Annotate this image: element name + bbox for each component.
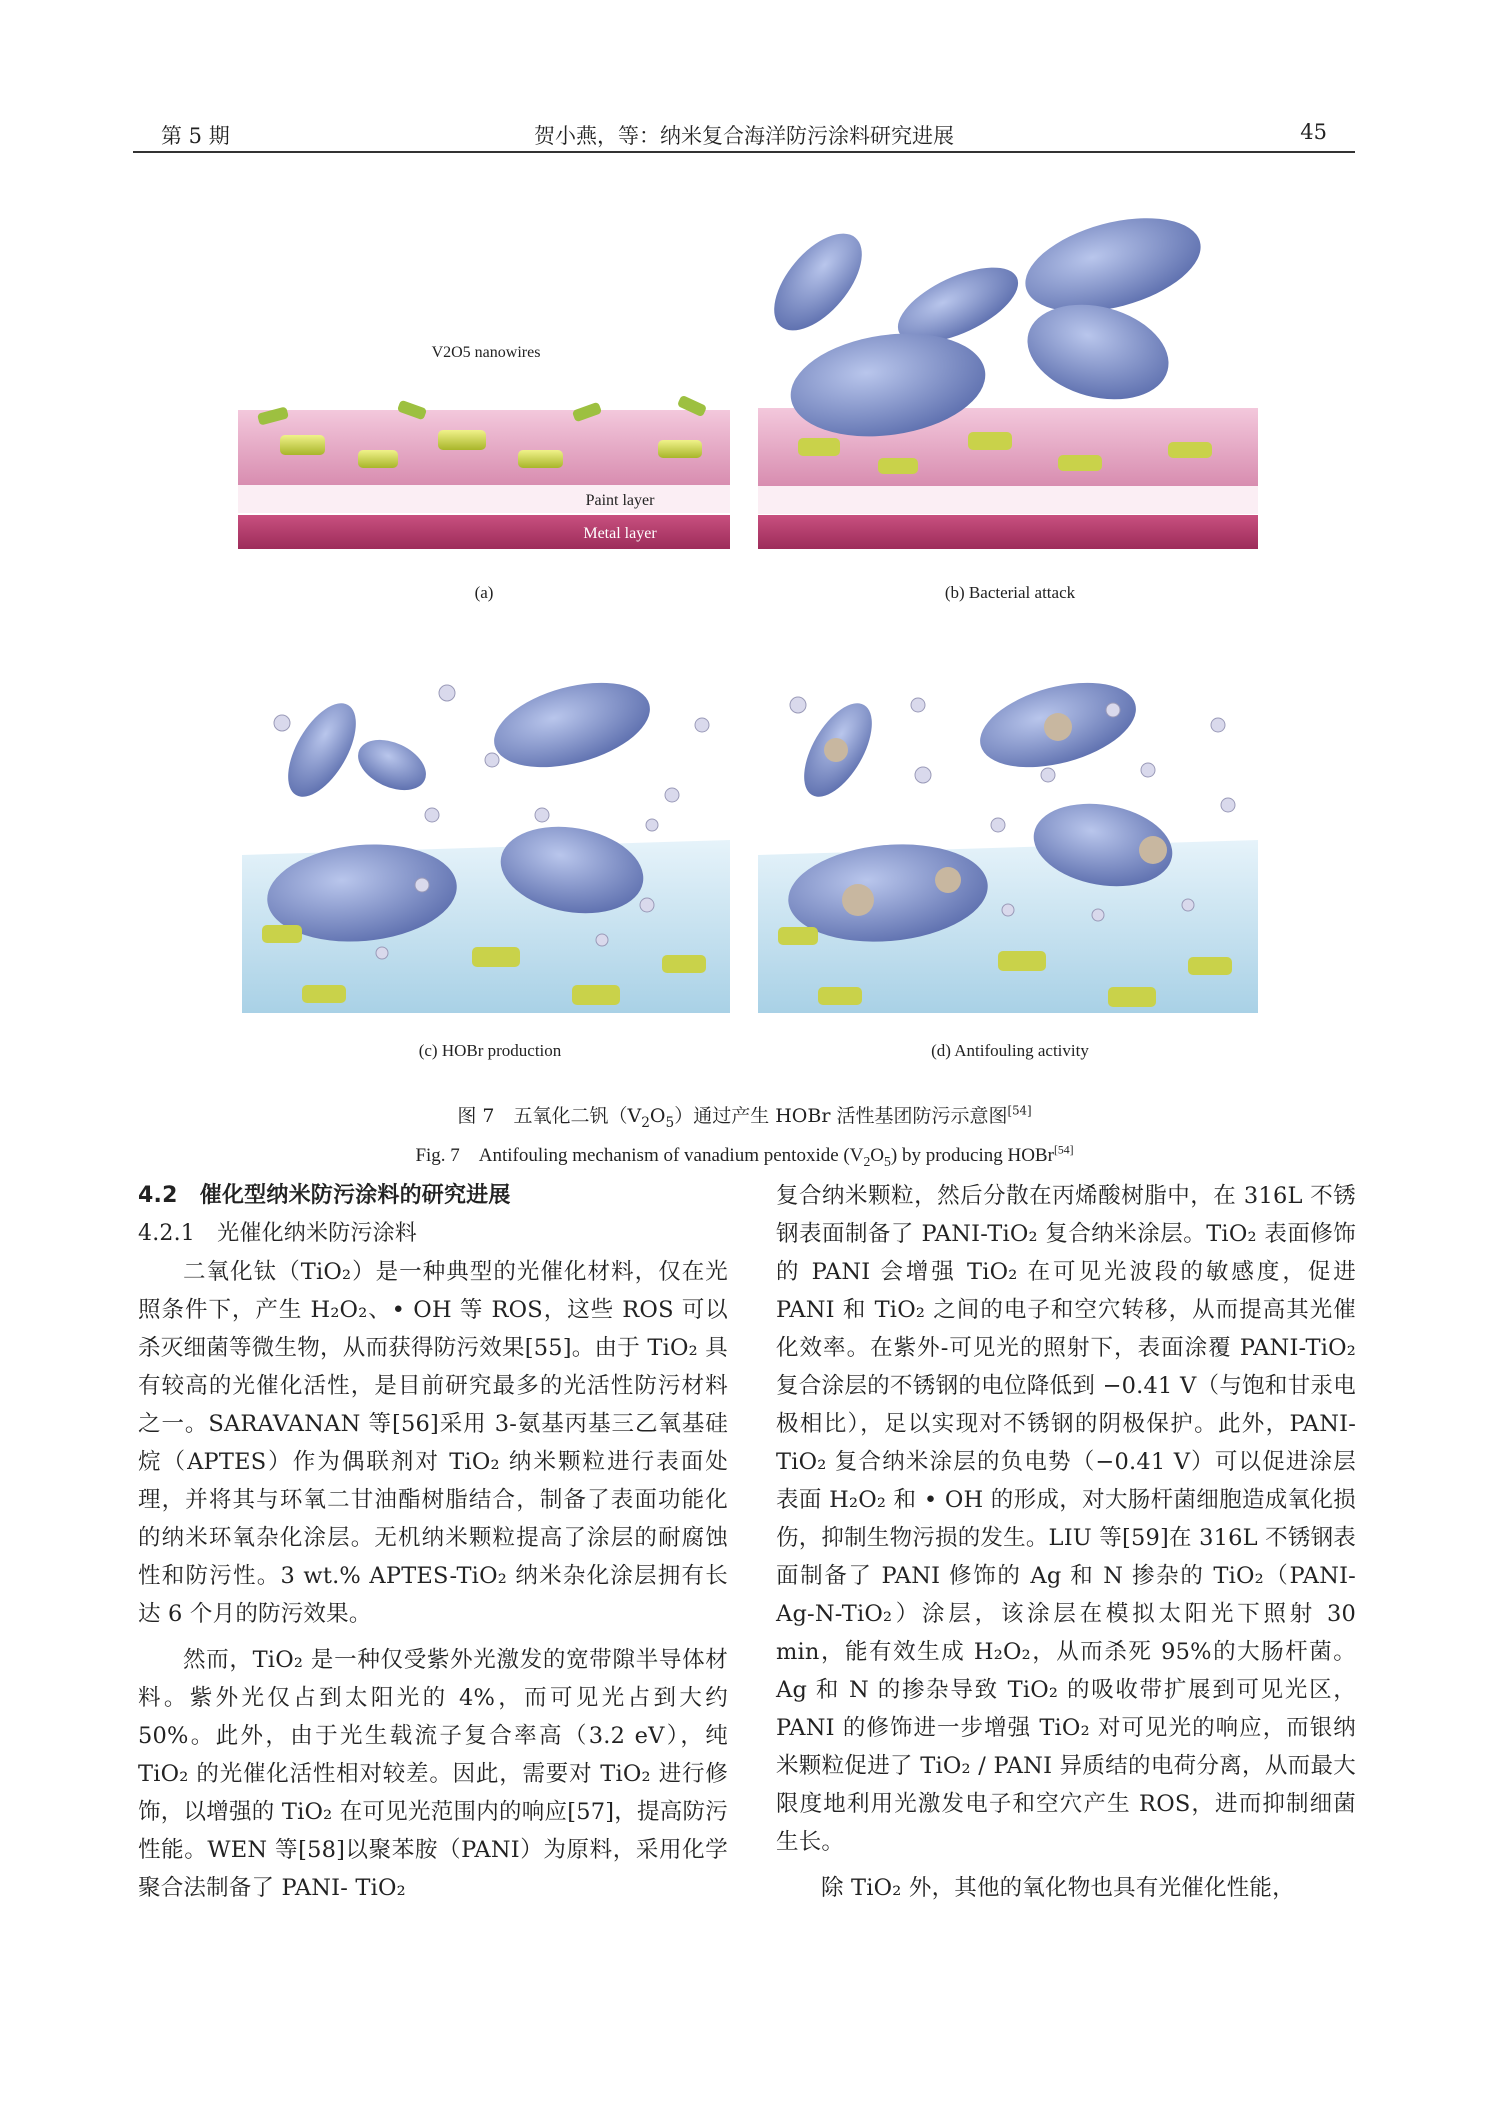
left-column <box>138 1177 728 1907</box>
panel-a-caption: (a) <box>474 583 494 602</box>
panel-d-caption: (d) Antifouling activity <box>931 1041 1089 1060</box>
running-header <box>133 118 1355 148</box>
right-column <box>776 1177 1356 1907</box>
figure-caption-cn: 图 7 五氧化二钒$(V_2O_5)$通过产生 HOBr 活性基团防污示意图[54] <box>457 1103 1032 1131</box>
panel-d-illustration <box>758 665 1258 1013</box>
panel-b-illustration <box>758 210 1258 555</box>
figure-panel-d <box>758 665 1258 1013</box>
figure-caption-en: Fig. 7 Antifouling mechanism of vanadium pentoxide $(V_2O_5)$ by producing HOBr[54] <box>415 1143 1074 1169</box>
panel-b-caption: (b) Bacterial attack <box>944 583 1076 602</box>
panel-a-illustration <box>238 300 730 555</box>
page-number: 45 <box>1300 120 1327 144</box>
label-paint-layer: Paint layer <box>585 492 655 509</box>
body-paragraph: 二氧化钛（TiO₂）是一种典型的光催化材料，仅在光照条件下，产生 H₂O₂、• OH 等 ROS，这些 ROS 可以杀灭细菌等微生物，从而获得防污效果[55]。由于 TiO₂ 具有较高的光催化活性，是目前研究最多的光活性防污材料之一。SARAVANAN 等[56]采用 3-氨基丙基三乙氧基硅烷（APTES）作为偶联剂对 TiO₂ 纳米颗粒进行表面处理，并将其与环氧二甘油酯树脂结合，制备了表面功能化的纳米环氧杂化涂层。无机纳米颗粒提高了涂层的耐腐蚀性和防污性。3 wt.% APTES-TiO₂ 纳米杂化涂层拥有长达 6 个月的防污效果。 <box>138 1259 728 1627</box>
body-paragraph: 然而，TiO₂ 是一种仅受紫外光激发的宽带隙半导体材料。紫外光仅占到太阳光的 4%，而可见光占到大约 50%。此外，由于光生载流子复合率高（3.2 eV），纯 TiO₂ 的光催化活性相对较差。因此，需要对 TiO₂ 进行修饰，以增强的 TiO₂ 在可见光范围内的响应[57]，提高防污性能。WEN 等[58]以聚苯胺（PANI）为原料，采用化学聚合法制备了 PANI- TiO₂ <box>138 1647 728 1901</box>
running-title: 贺小燕，等：纳米复合海洋防污涂料研究进展 <box>534 124 954 148</box>
issue-number: 第 5 期 <box>161 124 230 148</box>
figure-panel-c <box>242 665 730 1013</box>
caption-reference: [54] <box>1007 1103 1032 1118</box>
label-nanowires: V2O5 nanowires <box>431 344 541 361</box>
panel-c-illustration <box>242 665 730 1013</box>
label-metal-layer: Metal layer <box>583 525 657 542</box>
header-rule <box>133 151 1355 153</box>
figure-panel-a <box>238 300 730 555</box>
subsection-title: 4.2.1 光催化纳米防污涂料 <box>138 1221 417 1246</box>
panel-c-caption: (c) HOBr production <box>418 1041 562 1060</box>
body-paragraph: 复合纳米颗粒，然后分散在丙烯酸树脂中，在 316L 不锈钢表面制备了 PANI-TiO₂ 复合纳米涂层。TiO₂ 表面修饰的 PANI 会增强 TiO₂ 在可见光波段的敏感度，促进 PANI 和 TiO₂ 之间的电子和空穴转移，从而提高其光催化效率。在紫外-可见光的照射下，表面涂覆 PANI-TiO₂ 复合涂层的不锈钢的电位降低到 −0.41 V（与饱和甘汞电极相比），足以实现对不锈钢的阴极保护。此外，PANI-TiO₂ 复合纳米涂层的负电势（−0.41 V）可以促进涂层表面 H₂O₂ 和 • OH 的形成，对大肠杆菌细胞造成氧化损伤，抑制生物污损的发生。LIU 等[59]在 316L 不锈钢表面制备了 PANI 修饰的 Ag 和 N 掺杂的 TiO₂（PANI-Ag-N-TiO₂）涂层，该涂层在模拟太阳光下照射 30 min，能有效生成 H₂O₂，从而杀死 95%的大肠杆菌。Ag 和 N 的掺杂导致 TiO₂ 的吸收带扩展到可见光区，PANI 的修饰进一步增强 TiO₂ 对可见光的响应，而银纳米颗粒促进了 TiO₂ / PANI 异质结的电荷分离，从而最大限度地利用光激发电子和空穴产生 ROS，进而抑制细菌生长。 <box>776 1183 1356 1855</box>
section-title: 4.2 催化型纳米防污涂料的研究进展 <box>138 1183 511 1208</box>
figure-panel-b <box>758 210 1258 555</box>
body-paragraph: 除 TiO₂ 外，其他的氧化物也具有光催化性能， <box>821 1875 1295 1901</box>
caption-reference: [54] <box>1053 1143 1074 1157</box>
